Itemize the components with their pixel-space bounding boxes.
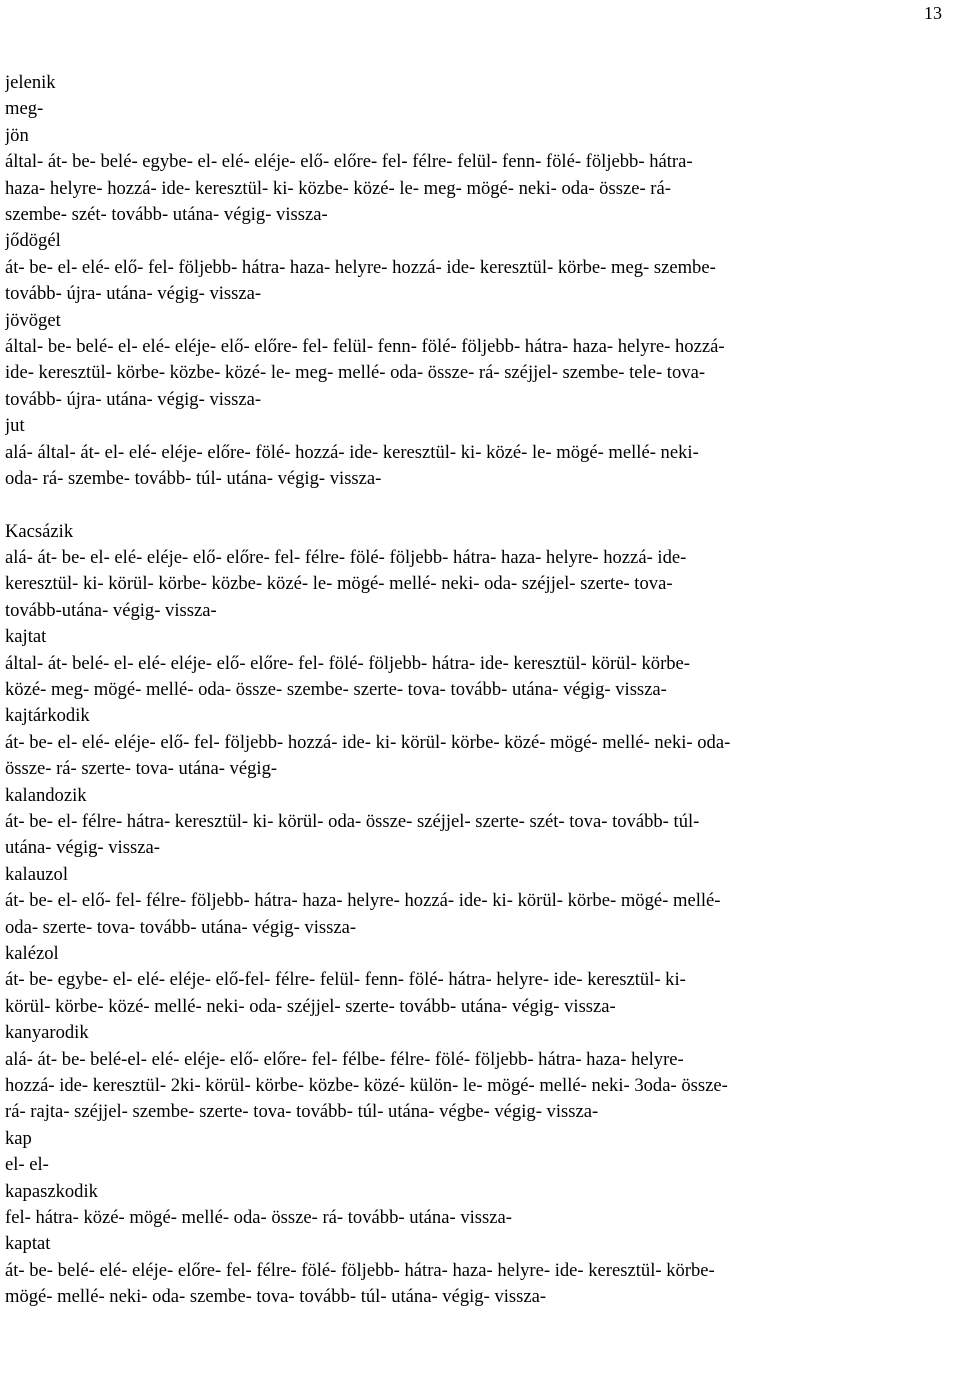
text-line: által- át- be- belé- egybe- el- elé- eléje- elő- előre- fel- félre- felül- fenn- fölé- följebb- hátra- (5, 151, 693, 173)
text-line: kalézol (5, 943, 59, 964)
document-body (5, 70, 955, 1311)
text-line: alá- át- be- belé-el- elé- eléje- elő- előre- fel- félbe- félre- fölé- följebb- hátra- haza- helyre- (5, 1048, 684, 1070)
text-line: jelenik (5, 72, 56, 93)
text-line: össze- rá- szerte- tova- utána- végig- (5, 758, 278, 780)
page-number: 13 (924, 3, 942, 23)
text-line: alá- át- be- el- elé- eléje- elő- előre- fel- félre- fölé- följebb- hátra- haza- helyre- hozzá- ide- (5, 546, 687, 568)
text-line: haza- helyre- hozzá- ide- keresztül- ki- közbe- közé- le- meg- mögé- neki- oda- össze- rá- (5, 177, 671, 199)
text-line: fel- hátra- közé- mögé- mellé- oda- össze- rá- tovább- utána- vissza- (5, 1207, 512, 1229)
text-line: ide- keresztül- körbe- közbe- közé- le- meg- mellé- oda- össze- rá- széjjel- szembe- tele- tova- (5, 362, 706, 384)
text-line: át- be- egybe- el- elé- eléje- elő-fel- félre- felül- fenn- fölé- hátra- helyre- ide- keresztül- ki- (5, 969, 686, 991)
text-line: át- be- el- félre- hátra- keresztül- ki- körül- oda- össze- széjjel- szerte- szét- tova- tovább- túl- (5, 810, 700, 832)
text-line: kajtárkodik (5, 705, 90, 727)
text-line: kajtat (5, 626, 47, 648)
text-line: szembe- szét- tovább- utána- végig- vissza- (5, 204, 328, 226)
text-line: kapaszkodik (5, 1180, 98, 1202)
text-line: jut (5, 415, 25, 437)
text-line: által- be- belé- el- elé- eléje- elő- előre- fel- felül- fenn- fölé- följebb- hátra- haza- helyre- hozzá- (5, 336, 725, 358)
text-line: jövöget (5, 309, 61, 331)
text-line: rá- rajta- széjjel- szembe- szerte- tova- tovább- túl- utána- végbe- végig- vissza- (5, 1101, 599, 1123)
text-line: alá- által- át- el- elé- eléje- előre- fölé- hozzá- ide- keresztül- ki- közé- le- mögé- mellé- neki- (5, 441, 699, 463)
text-line: át- be- el- elé- eléje- elő- fel- följebb- hozzá- ide- ki- körül- körbe- közé- mögé- mellé- neki- oda- (5, 731, 731, 753)
text-line: át- be- el- elő- fel- félre- följebb- hátra- haza- helyre- hozzá- ide- ki- körül- körbe- mögé- mellé- (5, 890, 721, 912)
text-line: meg- (5, 98, 44, 120)
text-line: kap (5, 1127, 32, 1149)
text-line: át- be- belé- elé- eléje- előre- fel- félre- fölé- följebb- hátra- haza- helyre- ide- keresztül- körbe- (5, 1259, 715, 1281)
text-line: el- el- (5, 1154, 49, 1176)
blank-line (5, 493, 955, 519)
text-line: mögé- mellé- neki- oda- szembe- tova- tovább- túl- utána- végig- vissza- (5, 1286, 547, 1308)
text-line: jődögél (5, 230, 61, 252)
text-line: kaptat (5, 1233, 51, 1255)
text-line: oda- rá- szembe- tovább- túl- utána- végig- vissza- (5, 468, 382, 490)
text-line: tovább- újra- utána- végig- vissza- (5, 388, 262, 410)
text-line: utána- végig- vissza- (5, 837, 160, 859)
text-line: jön (5, 124, 29, 146)
text-line: által- át- belé- el- elé- eléje- elő- előre- fel- fölé- följebb- hátra- ide- keresztül- körül- körbe- (5, 652, 690, 674)
text-line: körül- körbe- közé- mellé- neki- oda- széjjel- szerte- tovább- utána- végig- vissza- (5, 995, 616, 1017)
text-line: tovább- újra- utána- végig- vissza- (5, 283, 262, 305)
text-line: át- be- el- elé- elő- fel- följebb- hátra- haza- helyre- hozzá- ide- keresztül- körbe- meg- szembe- (5, 256, 716, 278)
text-line: keresztül- ki- körül- körbe- közbe- közé- le- mögé- mellé- neki- oda- széjjel- szerte- tova- (5, 573, 673, 595)
text-line: hozzá- ide- keresztül- 2ki- körül- körbe- közbe- közé- külön- le- mögé- mellé- neki- 3oda- össze- (5, 1075, 728, 1097)
text-line: oda- szerte- tova- tovább- utána- végig- vissza- (5, 916, 357, 938)
text-line: kalandozik (5, 784, 87, 806)
text-line: tovább-utána- végig- vissza- (5, 599, 217, 621)
text-line: közé- meg- mögé- mellé- oda- össze- szembe- szerte- tova- tovább- utána- végig- vissza- (5, 678, 667, 700)
text-line: Kacsázik (5, 520, 74, 542)
text-line: kanyarodik (5, 1022, 89, 1044)
text-line: kalauzol (5, 863, 68, 885)
